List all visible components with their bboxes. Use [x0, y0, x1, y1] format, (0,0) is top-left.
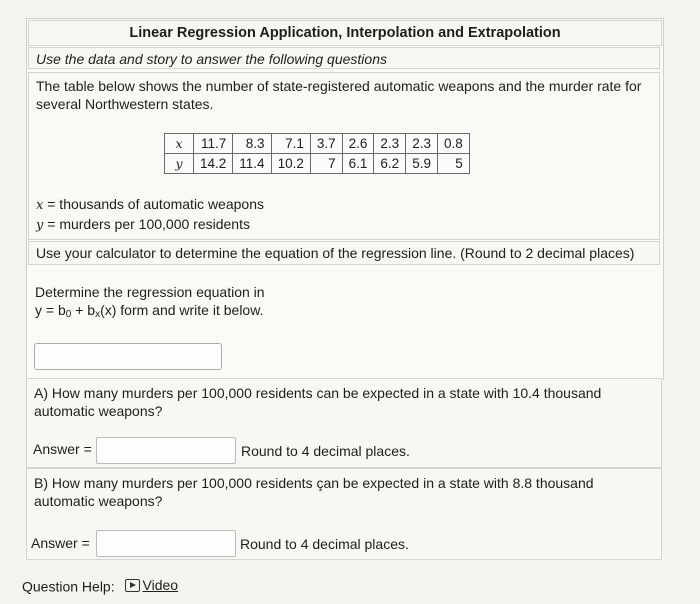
video-link-text: Video	[142, 577, 179, 593]
table-cell: 6.1	[342, 154, 374, 174]
table-x-label: x	[165, 134, 194, 154]
x-def-text: = thousands of automatic weapons	[43, 196, 264, 212]
answer-a-round-note: Round to 4 decimal places.	[241, 443, 410, 459]
x-var: x	[36, 198, 44, 213]
table-cell: 2.6	[342, 134, 374, 154]
question-a-text: A) How many murders per 100,000 residents can be expected in a state with 10.4 thousand automatic weapons?	[34, 385, 602, 419]
eq-part: + b	[71, 302, 96, 318]
answer-a-label: Answer =	[33, 441, 92, 457]
instruction-text: Use the data and story to answer the following questions	[28, 47, 660, 69]
data-table	[164, 133, 470, 174]
table-cell: 0.8	[437, 134, 469, 154]
table-cell: 8.3	[233, 134, 271, 154]
y-def-text: = murders per 100,000 residents	[43, 216, 250, 232]
determine-prompt	[35, 283, 265, 324]
question-help	[22, 577, 178, 595]
eq-part: (x) form and write it below.	[100, 302, 264, 318]
answer-b-round-note: Round to 4 decimal places.	[240, 536, 409, 552]
table-cell: 11.4	[233, 154, 271, 174]
table-cell: 7	[310, 154, 342, 174]
determine-line1: Determine the regression equation in	[35, 284, 265, 300]
table-cell: 5	[437, 154, 469, 174]
eq-part: y = b	[35, 302, 66, 318]
answer-a-input[interactable]	[96, 437, 236, 464]
table-row-y	[165, 154, 470, 174]
variable-definitions	[36, 195, 264, 235]
question-help-label: Question Help:	[22, 578, 115, 595]
table-y-label: y	[165, 154, 194, 174]
table-cell: 5.9	[406, 154, 438, 174]
page-title: Linear Regression Application, Interpolation and Extrapolation	[28, 20, 662, 46]
table-cell: 2.3	[374, 134, 406, 154]
table-cell: 7.1	[271, 134, 310, 154]
y-definition	[36, 215, 264, 235]
table-cell: 10.2	[271, 154, 310, 174]
eq-sub: x	[95, 309, 101, 320]
answer-b-label: Answer =	[31, 535, 90, 551]
table-cell: 11.7	[194, 134, 233, 154]
equation-form	[35, 301, 265, 324]
table-cell: 6.2	[374, 154, 406, 174]
play-icon	[125, 579, 140, 592]
table-cell: 3.7	[310, 134, 342, 154]
eq-sub: 0	[65, 309, 72, 320]
table-cell: 2.3	[406, 134, 438, 154]
y-var: y	[36, 218, 44, 233]
regression-equation-input[interactable]	[34, 343, 222, 370]
question-b-text: B) How many murders per 100,000 residents çan be expected in a state with 8.8 thousand automatic weapons?	[34, 475, 594, 509]
calculator-instruction: Use your calculator to determine the equation of the regression line. (Round to 2 decimal places)	[28, 241, 660, 265]
table-row-x	[165, 134, 470, 154]
answer-b-input[interactable]	[96, 530, 236, 557]
x-definition	[36, 195, 264, 215]
video-help-link[interactable]	[125, 577, 179, 593]
story-text: The table below shows the number of state-registered automatic weapons and the murder rate for several Northwestern states.	[36, 78, 642, 112]
table-cell: 14.2	[194, 154, 233, 174]
story-panel	[28, 72, 660, 240]
